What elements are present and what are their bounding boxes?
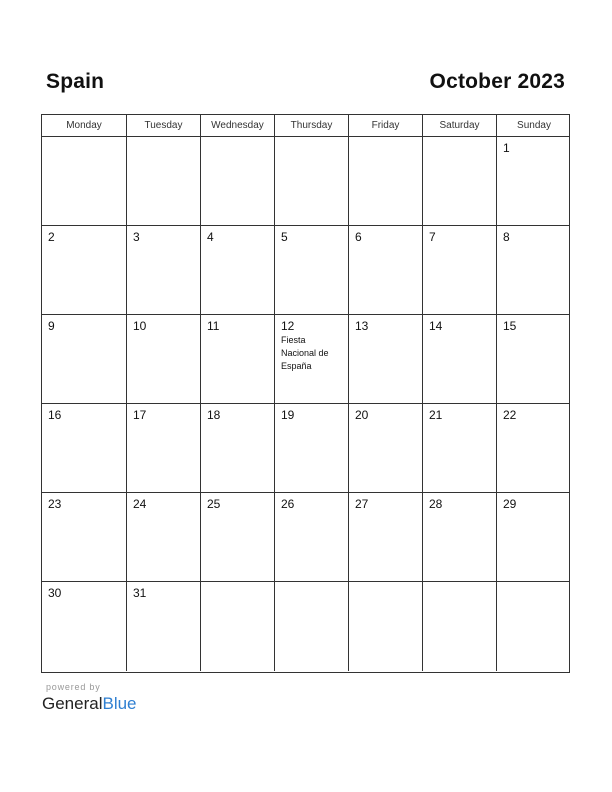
day-number: 23 — [48, 497, 62, 511]
month-title: October 2023 — [429, 70, 565, 93]
weekday-tuesday: Tuesday — [127, 115, 201, 136]
day-cell[interactable] — [127, 404, 201, 492]
day-cell[interactable] — [497, 226, 571, 314]
day-cell[interactable] — [497, 137, 571, 225]
day-number: 16 — [48, 408, 62, 422]
week-row — [42, 226, 569, 315]
day-cell[interactable] — [201, 226, 275, 314]
day-cell[interactable] — [201, 315, 275, 403]
day-cell[interactable] — [275, 315, 349, 403]
brand-general: General — [42, 694, 103, 713]
day-cell[interactable] — [127, 315, 201, 403]
country-title: Spain — [46, 70, 105, 93]
day-cell[interactable] — [497, 493, 571, 581]
powered-by-label: powered by — [46, 682, 101, 692]
day-number: 1 — [503, 141, 510, 155]
day-cell[interactable] — [42, 226, 127, 314]
day-number: 24 — [133, 497, 147, 511]
day-cell[interactable] — [42, 404, 127, 492]
weeks-container — [42, 137, 569, 671]
day-cell — [275, 137, 349, 225]
day-number: 15 — [503, 319, 517, 333]
week-row — [42, 493, 569, 582]
day-cell[interactable] — [423, 315, 497, 403]
holiday-label: Fiesta Nacional de España — [281, 335, 329, 371]
weekday-wednesday: Wednesday — [201, 115, 275, 136]
day-cell[interactable] — [497, 315, 571, 403]
week-row — [42, 582, 569, 671]
day-cell — [201, 582, 275, 671]
day-cell — [42, 137, 127, 225]
brand-logo[interactable] — [42, 694, 137, 714]
day-number: 27 — [355, 497, 369, 511]
day-cell — [349, 582, 423, 671]
week-row — [42, 404, 569, 493]
day-cell — [423, 137, 497, 225]
day-number: 26 — [281, 497, 295, 511]
brand-blue: Blue — [102, 694, 137, 713]
day-cell[interactable] — [275, 493, 349, 581]
weekday-friday: Friday — [349, 115, 423, 136]
day-number: 31 — [133, 586, 147, 600]
day-cell — [497, 582, 571, 671]
day-cell[interactable] — [127, 226, 201, 314]
day-number: 13 — [355, 319, 369, 333]
day-cell — [423, 582, 497, 671]
week-row — [42, 315, 569, 404]
week-row — [42, 137, 569, 226]
day-number: 5 — [281, 230, 288, 244]
day-cell[interactable] — [349, 404, 423, 492]
day-cell[interactable] — [42, 582, 127, 671]
calendar-grid — [41, 114, 570, 673]
day-number: 3 — [133, 230, 140, 244]
day-number: 9 — [48, 319, 55, 333]
day-number: 11 — [207, 319, 220, 333]
day-number: 30 — [48, 586, 62, 600]
day-cell[interactable] — [497, 404, 571, 492]
day-number: 18 — [207, 408, 221, 422]
weekday-sunday: Sunday — [517, 120, 551, 131]
day-number: 21 — [429, 408, 443, 422]
day-cell[interactable] — [127, 582, 201, 671]
day-cell[interactable] — [201, 493, 275, 581]
day-cell — [275, 582, 349, 671]
day-number: 25 — [207, 497, 221, 511]
day-cell[interactable] — [127, 493, 201, 581]
weekday-header-row — [42, 115, 569, 137]
day-cell[interactable] — [423, 404, 497, 492]
day-cell — [127, 137, 201, 225]
weekday-monday: Monday — [42, 115, 127, 136]
day-cell — [201, 137, 275, 225]
day-number: 8 — [503, 230, 510, 244]
day-number: 7 — [429, 230, 436, 244]
day-number: 2 — [48, 230, 55, 244]
day-cell[interactable] — [349, 226, 423, 314]
weekday-saturday: Saturday — [423, 115, 497, 136]
day-number: 14 — [429, 319, 443, 333]
day-cell[interactable] — [423, 226, 497, 314]
day-number: 4 — [207, 230, 214, 244]
day-number: 20 — [355, 408, 369, 422]
day-number: 19 — [281, 408, 295, 422]
day-cell[interactable] — [275, 226, 349, 314]
day-number: 17 — [133, 408, 147, 422]
day-cell[interactable] — [201, 404, 275, 492]
day-cell[interactable] — [349, 493, 423, 581]
day-number: 10 — [133, 319, 147, 333]
weekday-thursday: Thursday — [275, 115, 349, 136]
day-cell — [349, 137, 423, 225]
day-number: 6 — [355, 230, 362, 244]
day-number: 12 — [281, 319, 295, 333]
day-cell[interactable] — [42, 493, 127, 581]
day-cell[interactable] — [349, 315, 423, 403]
day-cell[interactable] — [423, 493, 497, 581]
day-number: 29 — [503, 497, 517, 511]
day-cell[interactable] — [42, 315, 127, 403]
day-number: 22 — [503, 408, 517, 422]
day-cell[interactable] — [275, 404, 349, 492]
day-number: 28 — [429, 497, 443, 511]
